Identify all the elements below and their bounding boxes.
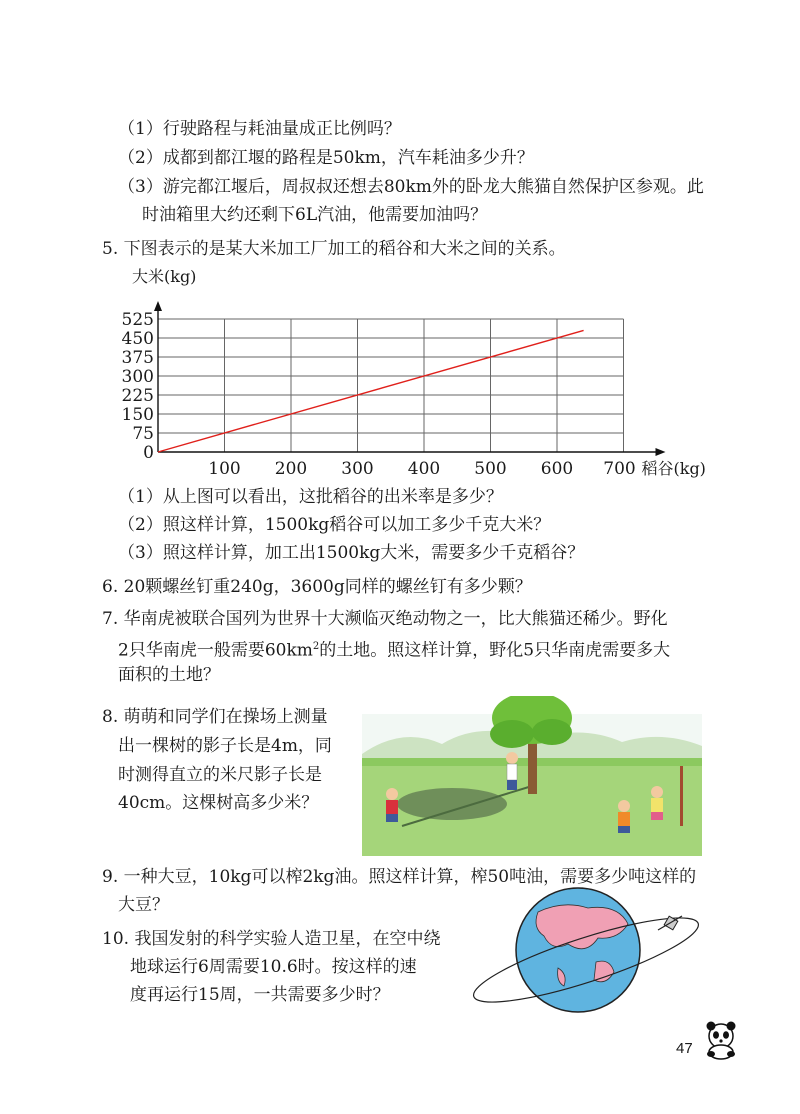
earth-satellite-illustration bbox=[468, 882, 718, 1018]
y-tick-label: 300 bbox=[121, 367, 154, 387]
x-tick-label: 500 bbox=[474, 459, 507, 479]
q9-line1: 9. 一种大豆，10kg可以榨2kg油。照这样计算，榨50吨油，需要多少吨这样的 bbox=[102, 867, 697, 887]
playground-illustration bbox=[362, 696, 702, 856]
y-axis-arrow bbox=[154, 301, 162, 311]
q6-text: 6. 20颗螺丝钉重240g，3600g同样的螺丝钉有多少颗？ bbox=[102, 577, 532, 597]
q4-sub2: （2）成都到都江堰的路程是50km，汽车耗油多少升？ bbox=[118, 148, 534, 168]
chart-svg bbox=[110, 262, 710, 484]
x-tick-label: 100 bbox=[208, 459, 241, 479]
page-number: 47 bbox=[676, 1040, 693, 1057]
q9-line2: 大豆？ bbox=[118, 895, 169, 915]
x-axis-label: 稻谷(kg) bbox=[641, 459, 706, 478]
q8-line1: 8. 萌萌和同学们在操场上测量 bbox=[102, 707, 328, 727]
q8-line3: 时测得直立的米尺影子长是 bbox=[118, 765, 322, 785]
q5-sub2: （2）照这样计算，1500kg稻谷可以加工多少千克大米？ bbox=[118, 515, 551, 535]
y-tick-label: 450 bbox=[121, 329, 154, 349]
q5-sub1: （1）从上图可以看出，这批稻谷的出米率是多少？ bbox=[118, 487, 503, 507]
q4-sub1: （1）行驶路程与耗油量成正比例吗？ bbox=[118, 119, 401, 139]
x-tick-label: 200 bbox=[274, 459, 308, 479]
q7-line1: 7. 华南虎被联合国列为世界十大濒临灭绝动物之一，比大熊猫还稀少。野化 bbox=[102, 609, 668, 629]
x-axis-arrow bbox=[656, 448, 666, 456]
y-tick-label: 525 bbox=[121, 310, 154, 330]
q7-line2-a: 2只华南虎一般需要60km bbox=[118, 640, 313, 661]
x-tick-label: 700 bbox=[603, 459, 636, 479]
y-tick-label: 375 bbox=[121, 348, 154, 368]
x-tick-label: 600 bbox=[540, 459, 574, 479]
q7-superscript: 2 bbox=[312, 641, 320, 652]
chart-ylabel: 大米(kg) bbox=[132, 267, 197, 286]
y-tick-label: 75 bbox=[132, 424, 154, 444]
y-tick-label: 150 bbox=[121, 405, 154, 425]
q10-line2: 地球运行6周需要10.6时。按这样的速 bbox=[130, 957, 417, 977]
x-tick-label: 400 bbox=[407, 459, 441, 479]
q4-sub3-line1: （3）游完都江堰后，周叔叔还想去80km外的卧龙大熊猫自然保护区参观。此 bbox=[118, 177, 704, 197]
series-line bbox=[158, 330, 584, 452]
q5-stem: 5. 下图表示的是某大米加工厂加工的稻谷和大米之间的关系。 bbox=[102, 239, 566, 259]
q10-line3: 度再运行15周，一共需要多少时？ bbox=[130, 985, 390, 1005]
earth-svg bbox=[468, 882, 718, 1018]
y-tick-label: 225 bbox=[121, 386, 154, 406]
y-tick-label: 0 bbox=[143, 443, 154, 463]
q8-line2: 出一棵树的影子长是4m，同 bbox=[118, 736, 332, 756]
q5-sub3: （3）照这样计算，加工出1500kg大米，需要多少千克稻谷？ bbox=[118, 543, 585, 563]
q7-line2 bbox=[118, 636, 670, 662]
q7-line3: 面积的土地？ bbox=[118, 665, 220, 685]
rice-chart bbox=[110, 262, 710, 484]
q10-line1: 10. 我国发射的科学实验人造卫星，在空中绕 bbox=[102, 929, 441, 949]
q7-line2-b: 的土地。照这样计算，野化5只华南虎需要多大 bbox=[319, 640, 671, 661]
playground-svg bbox=[362, 696, 702, 856]
q8-line4: 40cm。这棵树高多少米？ bbox=[118, 793, 319, 813]
panda-icon bbox=[700, 1018, 742, 1060]
q4-sub3-line2: 时油箱里大约还剩下6L汽油，他需要加油吗？ bbox=[142, 205, 488, 225]
x-tick-label: 300 bbox=[341, 459, 374, 479]
